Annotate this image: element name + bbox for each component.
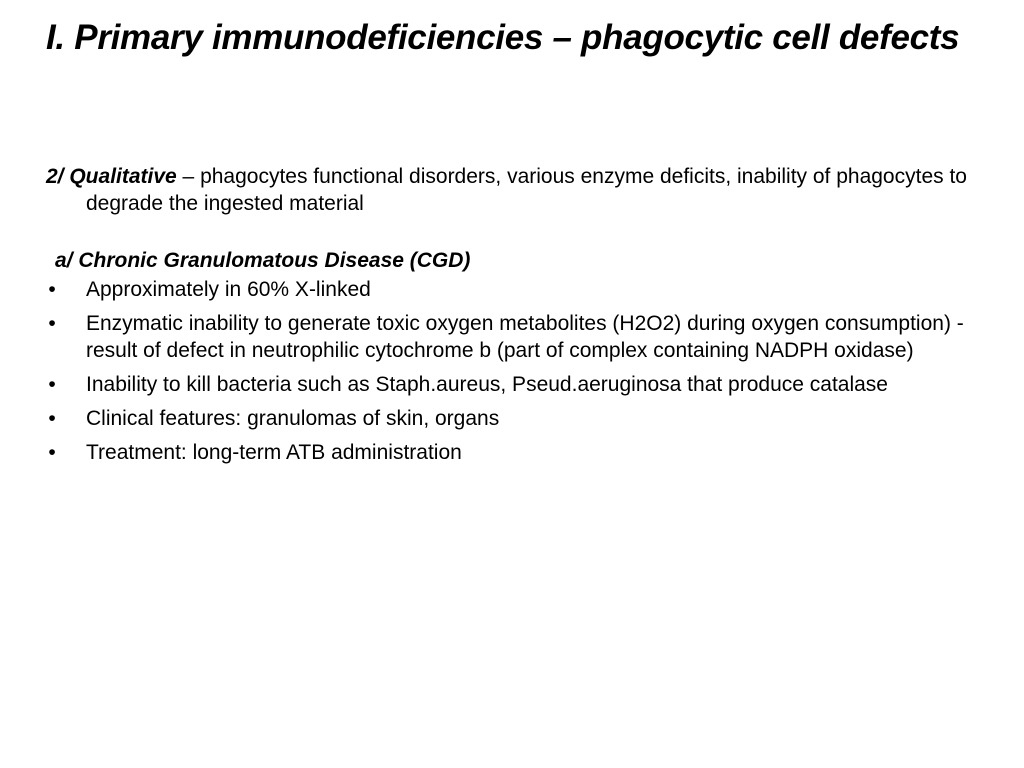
bullet-item (46, 439, 986, 466)
bullet-text: Treatment: long-term ATB administration (86, 441, 462, 464)
bullet-item (46, 371, 986, 398)
qualitative-text: – phagocytes functional disorders, various enzyme deficits, inability of phagocytes to degrade the ingested material (86, 165, 967, 215)
bullet-text: Inability to kill bacteria such as Staph.aureus, Pseud.aeruginosa that produce catalase (86, 373, 888, 396)
bullet-item (46, 405, 986, 432)
bullet-icon: • (48, 407, 56, 430)
bullet-text: Approximately in 60% X-linked (86, 278, 371, 301)
bullet-icon: • (48, 373, 56, 396)
bullet-list (46, 276, 986, 466)
bullet-icon: • (48, 312, 56, 335)
slide-content (46, 163, 986, 473)
bullet-icon: • (48, 441, 56, 464)
slide-title: I. Primary immunodeficiencies – phagocytic cell defects (46, 18, 960, 57)
bullet-text: Enzymatic inability to generate toxic oxygen metabolites (H2O2) during oxygen consumption) - result of defect in neutrophilic cytochrome b (part of complex containing NADPH oxidase) (86, 312, 964, 362)
bullet-text: Clinical features: granulomas of skin, organs (86, 407, 500, 430)
qualitative-label: 2/ Qualitative (46, 165, 177, 188)
bullet-item (46, 310, 986, 364)
bullet-item (46, 276, 986, 303)
bullet-icon: • (48, 278, 56, 301)
cgd-subheading: a/ Chronic Granulomatous Disease (CGD) (55, 249, 471, 272)
qualitative-paragraph (46, 163, 986, 217)
